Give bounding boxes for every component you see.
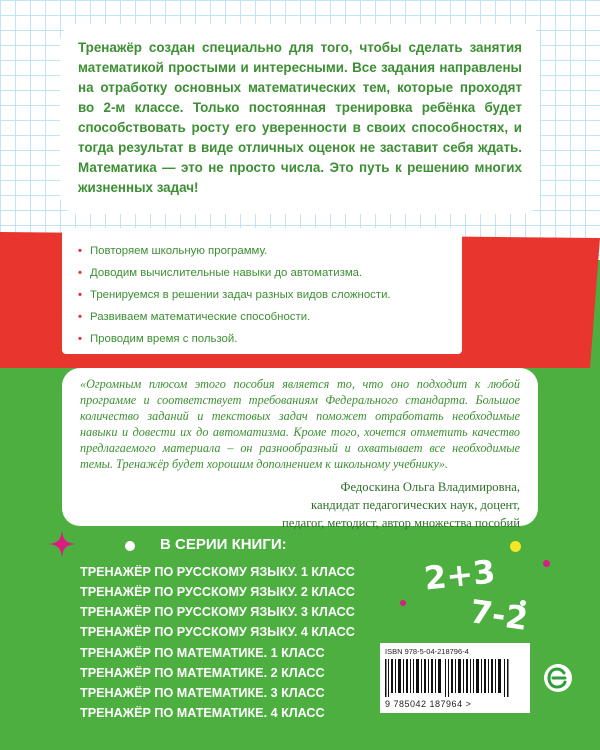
publisher-logo-icon (544, 664, 572, 692)
author-title-2: педагог, методист, автор множества пособий (282, 516, 520, 530)
benefit-item: • Проводим время с пользой. (78, 328, 448, 350)
intro-paragraph: Тренажёр создан специально для того, чтобы сделать занятия математикой простыми и интересными. Все задания направлены на отработку основных математических тем, которые проходят во 2-м классе. Только постоянная тренировка ребёнка будет способствовать росту его уверенности в своих способностях, и тогда результат в виде отличных оценок не заставит себя ждать. Математика — это не просто числа. Это путь к решению многих жизненных задач! (78, 40, 522, 195)
series-item: ТРЕНАЖЁР ПО МАТЕМАТИКЕ. 1 КЛАСС (80, 646, 325, 660)
sparkle-icon (48, 530, 76, 558)
benefit-item: • Развиваем математические способности. (78, 306, 448, 328)
barcode-icon (385, 659, 513, 697)
author-name: Федоскина Ольга Владимировна, (340, 480, 520, 494)
decor-dot (510, 541, 521, 552)
review-author (80, 478, 520, 532)
decor-dot (125, 541, 135, 551)
series-item: ТРЕНАЖЁР ПО РУССКОМУ ЯЗЫКУ. 3 КЛАСС (80, 605, 355, 619)
benefit-item: • Повторяем школьную программу. (78, 240, 448, 262)
series-item: ТРЕНАЖЁР ПО РУССКОМУ ЯЗЫКУ. 2 КЛАСС (80, 585, 355, 599)
review-quote: «Огромным плюсом этого пособия является то, что оно подходит к любой программе и соответствует требованиям Федерального стандарта. Большое количество заданий и текстовых задач поможет отработать необходимые навыки и довести их до автоматизма. Кроме того, хочется отметить качество предлагаемого материала – он разнообразный и охватывает все необходимые темы. Тренажёр будет хорошим дополнением к школьному учебнику». (80, 377, 520, 471)
series-item: ТРЕНАЖЁР ПО МАТЕМАТИКЕ. 3 КЛАСС (80, 686, 325, 700)
benefit-item: • Тренируемся в решении задач разных видов сложности. (78, 284, 448, 306)
barcode-box (380, 643, 530, 713)
series-item: ТРЕНАЖЁР ПО МАТЕМАТИКЕ. 4 КЛАСС (80, 706, 325, 720)
series-item: ТРЕНАЖЁР ПО РУССКОМУ ЯЗЫКУ. 4 КЛАСС (80, 625, 355, 639)
math-doodle-sum: 2+3 (422, 552, 498, 598)
series-russian (80, 562, 355, 642)
series-title: В СЕРИИ КНИГИ: (160, 536, 287, 553)
series-item: ТРЕНАЖЁР ПО РУССКОМУ ЯЗЫКУ. 1 КЛАСС (80, 565, 355, 579)
decor-dot (543, 560, 550, 567)
decor-dot (400, 600, 406, 606)
barcode-number: 9 785042 187964 > (385, 699, 472, 709)
publisher-logo (544, 664, 572, 692)
benefits-list (78, 240, 448, 350)
benefits-box (62, 228, 462, 354)
review-box (62, 368, 538, 530)
series-item: ТРЕНАЖЁР ПО МАТЕМАТИКЕ. 2 КЛАСС (80, 666, 325, 680)
benefit-item: • Доводим вычислительные навыки до автоматизма. (78, 262, 448, 284)
series-math (80, 643, 325, 723)
math-doodle-diff: 7-2 (467, 592, 531, 638)
isbn-label: ISBN 978-5-04-218796-4 (385, 647, 469, 656)
intro-text-box (60, 24, 540, 214)
author-title-1: кандидат педагогических наук, доцент, (311, 498, 520, 512)
